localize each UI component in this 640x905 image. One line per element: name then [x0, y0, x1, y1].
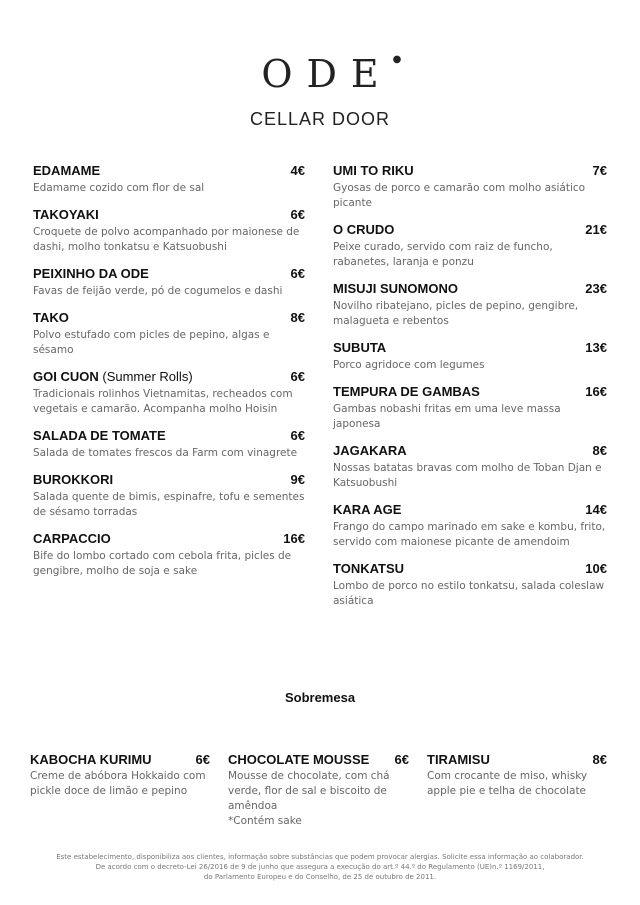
menu-item — [333, 443, 607, 491]
item-note: *Contém sake — [228, 815, 302, 827]
menu-item — [33, 266, 305, 299]
item-name: JAGAKARA — [333, 443, 407, 458]
item-name: TIRAMISU — [427, 752, 490, 767]
item-price: 16€ — [283, 531, 305, 546]
item-price: 4€ — [290, 163, 305, 178]
menu-item — [33, 163, 305, 196]
dessert-item — [427, 752, 607, 799]
brand-subtitle: CELLAR DOOR — [249, 109, 391, 129]
dessert-section-title: Sobremesa — [284, 690, 356, 705]
menu-item — [333, 384, 607, 432]
menu-item — [333, 163, 607, 211]
menu-item — [33, 310, 305, 358]
item-name: TEMPURA DE GAMBAS — [333, 384, 480, 399]
item-name: PEIXINHO DA ODE — [33, 266, 149, 281]
menu-item — [33, 369, 305, 417]
item-name: CHOCOLATE MOUSSE — [228, 752, 370, 767]
item-description: Tradicionais rolinhos Vietnamitas, recheados com vegetais e camarão. Acompanha molho Hoisin — [33, 388, 293, 415]
item-price: 13€ — [585, 340, 607, 355]
item-name: KABOCHA KURIMU — [30, 752, 152, 767]
item-description: Com crocante de miso, whisky apple pie e telha de chocolate — [427, 770, 588, 797]
item-price: 8€ — [592, 443, 607, 458]
menu-item — [333, 281, 607, 329]
item-description: Mousse de chocolate, com chá verde, flor de sal e biscoito de amêndoa — [228, 770, 390, 812]
item-description: Creme de abóbora Hokkaido com pickle doce de limão e pepino — [30, 770, 206, 797]
menu-item — [33, 207, 305, 255]
item-description: Lombo de porco no estilo tonkatsu, salada coleslaw asiática — [333, 580, 605, 607]
item-price: 6€ — [290, 369, 305, 384]
menu-item — [33, 472, 305, 520]
item-name: EDAMAME — [33, 163, 101, 178]
item-name: SALADA DE TOMATE — [33, 428, 166, 443]
item-price: 10€ — [585, 561, 607, 576]
item-name: O CRUDO — [333, 222, 395, 237]
item-name: UMI TO RIKU — [333, 163, 414, 178]
item-price: 6€ — [195, 752, 210, 767]
footer-line: De acordo com o decreto-Lei 26/2016 de 9 de junho que assegura a execução do art.º 44.º do Regulamento (UE)n.º 1169/2011, — [95, 863, 545, 871]
brand-logo: ODE ● — [261, 52, 416, 96]
item-name: SUBUTA — [333, 340, 387, 355]
item-name: BUROKKORI — [33, 472, 114, 487]
menu-item — [333, 222, 607, 270]
item-name-sub: (Summer Rolls) — [102, 369, 193, 384]
item-name: MISUJI SUNOMONO — [333, 281, 458, 296]
item-price: 14€ — [585, 502, 607, 517]
item-price: 7€ — [592, 163, 607, 178]
item-price: 6€ — [290, 266, 305, 281]
item-price: 9€ — [290, 472, 305, 487]
item-description: Croquete de polvo acompanhado por maionese de dashi, molho tonkatsu e Katsuobushi — [33, 226, 300, 253]
dessert-item — [30, 752, 210, 799]
item-description: Salada quente de bimis, espinafre, tofu e sementes de sésamo torradas — [33, 491, 305, 518]
item-description: Bife do lombo cortado com cebola frita, picles de gengibre, molho de soja e sake — [33, 550, 292, 577]
item-description: Gambas nobashi fritas em uma leve massa japonesa — [333, 403, 561, 430]
item-price: 8€ — [290, 310, 305, 325]
item-description: Porco agridoce com legumes — [333, 359, 485, 371]
dessert-item — [228, 752, 409, 829]
item-description: Gyosas de porco e camarão com molho asiático picante — [333, 182, 586, 209]
menu-column-right — [333, 163, 607, 620]
menu-item — [33, 531, 305, 579]
item-price: 8€ — [592, 752, 607, 767]
menu-item — [333, 561, 607, 609]
item-price: 16€ — [585, 384, 607, 399]
item-price: 23€ — [585, 281, 607, 296]
item-description: Nossas batatas bravas com molho de Toban Djan e Katsuobushi — [333, 462, 602, 489]
allergen-footer — [20, 852, 620, 882]
item-description: Edamame cozido com flor de sal — [33, 182, 205, 194]
item-description: Polvo estufado com picles de pepino, algas e sésamo — [33, 329, 270, 356]
footer-line: Este estabelecimento, disponibiliza aos clientes, informação sobre substâncias que podem provocar alergias. Solicite essa informação ao colaborador. — [56, 853, 584, 861]
item-description: Salada de tomates frescos da Farm com vinagrete — [33, 447, 298, 459]
menu-column-left — [33, 163, 305, 590]
item-name: TONKATSU — [333, 561, 405, 576]
menu-item — [33, 428, 305, 461]
item-price: 6€ — [290, 207, 305, 222]
item-name: TAKOYAKI — [33, 207, 99, 222]
item-price: 6€ — [290, 428, 305, 443]
menu-item — [333, 340, 607, 373]
item-name: GOI CUON (Summer Rolls) — [33, 369, 193, 384]
item-price: 21€ — [585, 222, 607, 237]
menu-item — [333, 502, 607, 550]
item-description: Favas de feijão verde, pó de cogumelos e dashi — [33, 285, 283, 297]
item-name: TAKO — [33, 310, 69, 325]
footer-line: do Parlamento Europeu e do Conselho, de 25 de outubro de 2011. — [203, 873, 437, 881]
item-description: Peixe curado, servido com raiz de funcho, rabanetes, laranja e ponzu — [333, 241, 553, 268]
item-name: KARA AGE — [333, 502, 402, 517]
item-price: 6€ — [394, 752, 409, 767]
item-description: Frango do campo marinado em sake e kombu, frito, servido com maionese picante de amendoim — [333, 521, 606, 548]
item-description: Novilho ribatejano, picles de pepino, gengibre, malagueta e rebentos — [333, 300, 579, 327]
item-name: CARPACCIO — [33, 531, 111, 546]
